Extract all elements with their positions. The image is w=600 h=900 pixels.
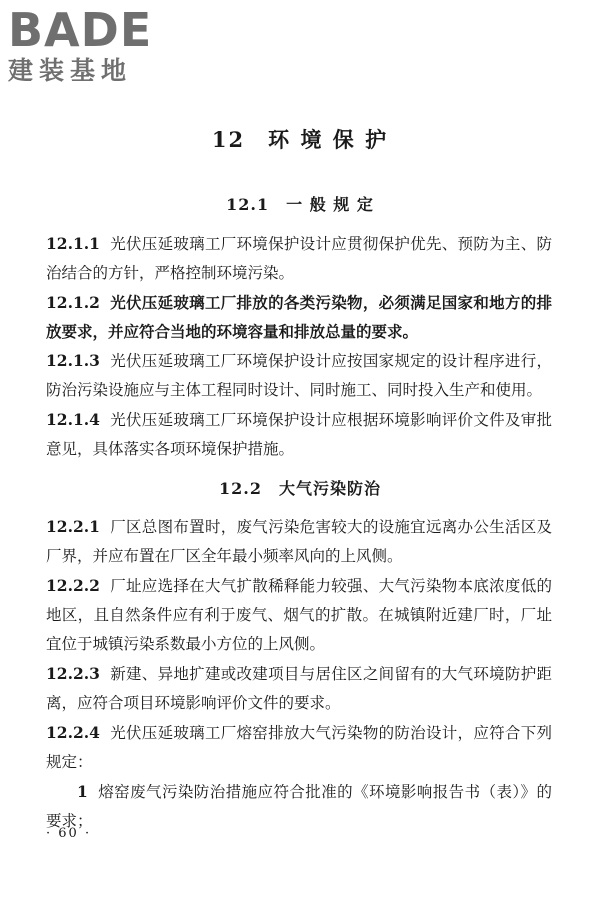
section-title-general: 12.1 一 般 规 定 — [226, 195, 374, 214]
list-item-text: 熔窑废气污染防治措施应符合批准的《环境影响报告书（表）》的要求； — [46, 783, 552, 830]
clause-text: 厂区总图布置时，废气污染危害较大的设施宜远离办公生活区及厂界，并应布置在厂区全年最小频率风向的上风侧。 — [46, 518, 552, 565]
chapter-title: 12 环 境 保 护 — [211, 127, 389, 152]
clause-text: 光伏压延玻璃工厂熔窑排放大气污染物的防治设计，应符合下列规定： — [46, 724, 552, 771]
clause-text: 光伏压延玻璃工厂排放的各类污染物，必须满足国家和地方的排放要求，并应符合当地的环境容量和排放总量的要求。 — [46, 293, 552, 341]
clause-number: 12.1.1 — [46, 234, 100, 253]
clause-number: 12.1.2 — [46, 293, 100, 312]
list-item — [46, 777, 552, 836]
list-item-number: 1 — [77, 782, 88, 801]
section-air-pollution-body — [46, 512, 552, 836]
logo-subtitle: 建装基地 — [8, 56, 133, 85]
clause-text: 新建、异地扩建或改建项目与居住区之间留有的大气环境防护距离，应符合项目环境影响评价文件的要求。 — [46, 665, 552, 712]
clause-text: 厂址应选择在大气扩散稀释能力较强、大气污染物本底浓度低的地区，且自然条件应有利于废气、烟气的扩散。在城镇附近建厂时，厂址宜位于城镇污染系数最小方位的上风侧。 — [46, 577, 552, 653]
clause-number: 12.2.2 — [46, 576, 100, 595]
clause — [46, 346, 552, 405]
clause — [46, 718, 552, 777]
clause-number: 12.2.3 — [46, 664, 100, 683]
clause-text: 光伏压延玻璃工厂环境保护设计应贯彻保护优先、预防为主、防治结合的方针，严格控制环境污染。 — [46, 235, 552, 282]
clause — [46, 659, 552, 718]
clause-number: 12.1.4 — [46, 410, 100, 429]
clause — [46, 288, 552, 346]
clause-number: 12.1.3 — [46, 351, 100, 370]
logo-wordmark: BADE — [8, 3, 153, 57]
clause — [46, 405, 552, 464]
clause-text: 光伏压延玻璃工厂环境保护设计应根据环境影响评价文件及审批意见，具体落实各项环境保护措施。 — [46, 411, 552, 458]
brand-logo — [8, 3, 188, 86]
clause-text: 光伏压延玻璃工厂环境保护设计应按国家规定的设计程序进行，防治污染设施应与主体工程同时设计、同时施工、同时投入生产和使用。 — [46, 352, 552, 399]
section-general-body — [46, 229, 552, 464]
clause — [46, 512, 552, 571]
clause — [46, 229, 552, 288]
clause-number: 12.2.4 — [46, 723, 100, 742]
page-number: · 60 · — [46, 826, 92, 841]
clause — [46, 571, 552, 659]
section-title-air-pollution: 12.2 大气污染防治 — [219, 479, 381, 498]
clause-number: 12.2.1 — [46, 517, 100, 536]
